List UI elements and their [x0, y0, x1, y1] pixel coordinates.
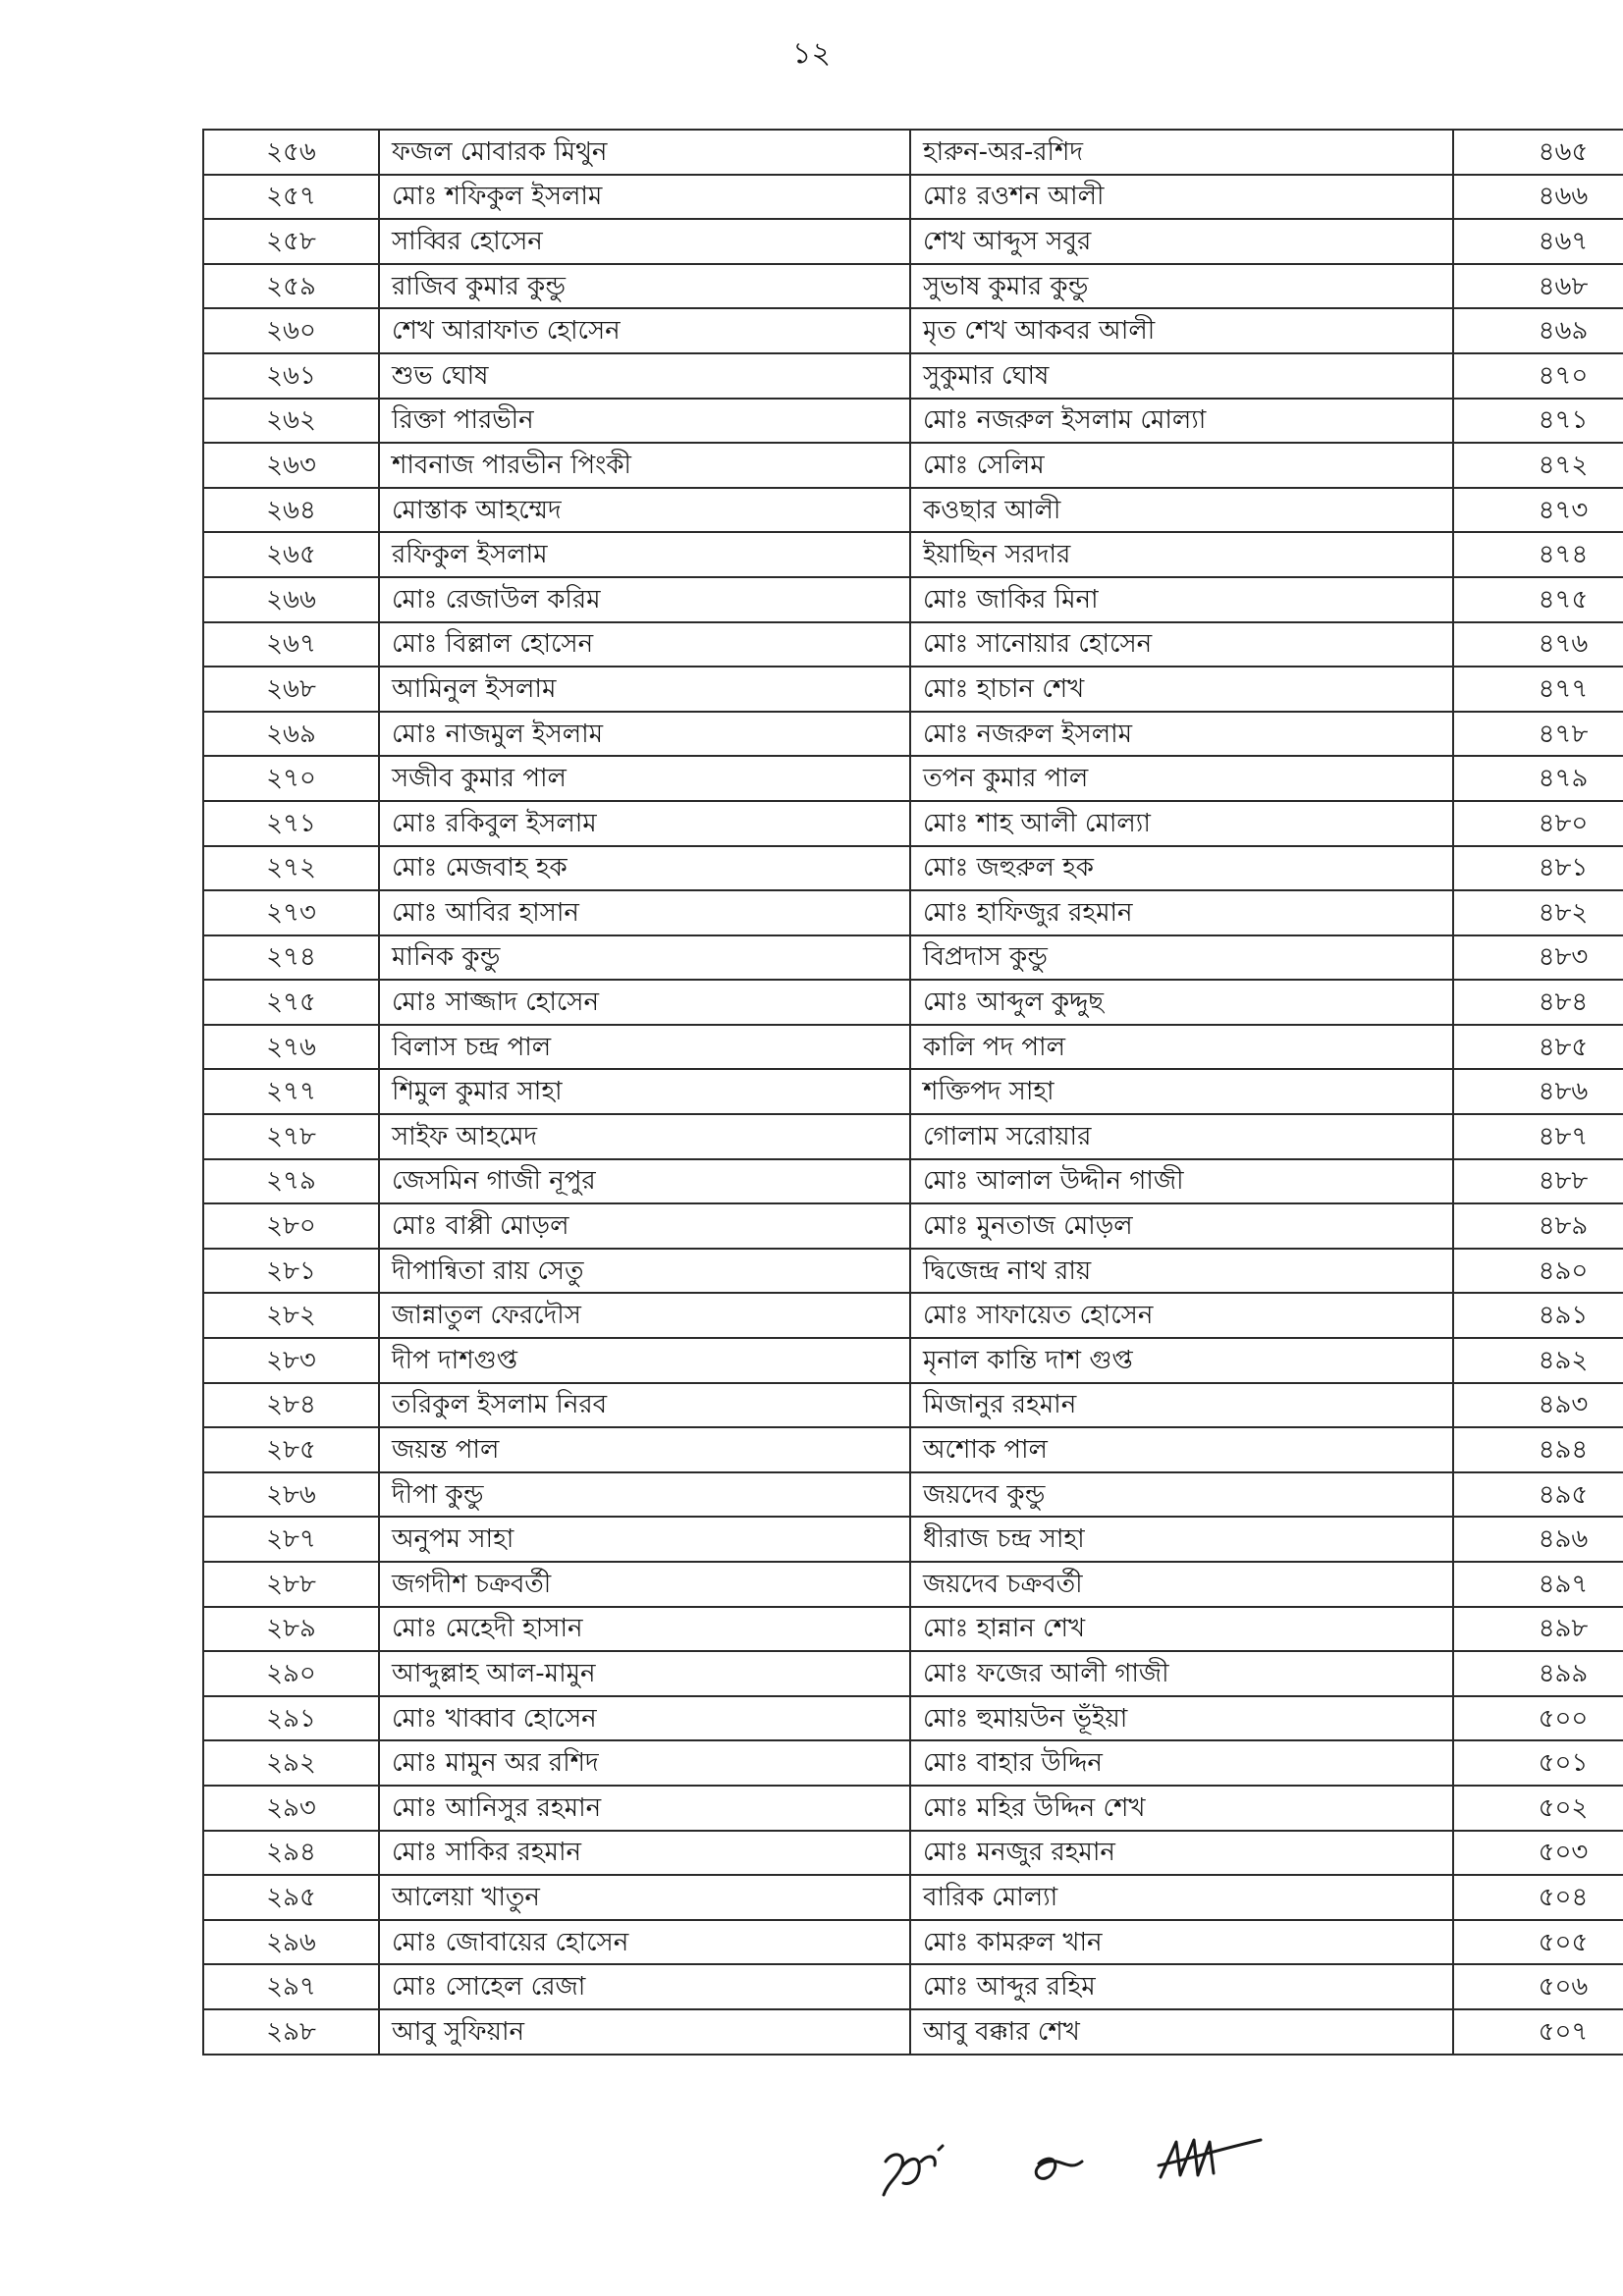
father-name-cell: মোঃ মুনতাজ মোড়ল — [910, 1203, 1453, 1249]
serial-cell: ২৭২ — [203, 846, 379, 891]
name-cell: তরিকুল ইসলাম নিরব — [379, 1383, 910, 1428]
roll-cell: ৪৭২ — [1453, 443, 1623, 488]
father-name-cell: ইয়াছিন সরদার — [910, 532, 1453, 577]
serial-cell: ২৬৫ — [203, 532, 379, 577]
father-name-cell: বিপ্রদাস কুন্ডু — [910, 935, 1453, 981]
father-name-cell: বারিক মোল্যা — [910, 1875, 1453, 1920]
serial-cell: ২৮৯ — [203, 1607, 379, 1652]
name-cell: শাবনাজ পারভীন পিংকী — [379, 443, 910, 488]
table-row — [203, 488, 1623, 533]
roll-cell: ৫০০ — [1453, 1696, 1623, 1741]
roll-cell: ৪৮৫ — [1453, 1025, 1623, 1070]
serial-cell: ২৮৫ — [203, 1427, 379, 1472]
name-cell: মোঃ মেজবাহ হক — [379, 846, 910, 891]
father-name-cell: শেখ আব্দুস সবুর — [910, 219, 1453, 264]
roll-cell: ৪৭৮ — [1453, 712, 1623, 757]
father-name-cell: আবু বক্কার শেখ — [910, 2009, 1453, 2055]
table-row — [203, 1069, 1623, 1114]
father-name-cell: মোঃ হাচান শেখ — [910, 667, 1453, 712]
roll-cell: ৪৬৫ — [1453, 130, 1623, 175]
serial-cell: ২৫৮ — [203, 219, 379, 264]
serial-cell: ২৯৫ — [203, 1875, 379, 1920]
name-cell: মোঃ শফিকুল ইসলাম — [379, 175, 910, 220]
serial-cell: ২৯১ — [203, 1696, 379, 1741]
table-row — [203, 443, 1623, 488]
roll-cell: ৫০৭ — [1453, 2009, 1623, 2055]
name-cell: মোঃ মামুন অর রশিদ — [379, 1740, 910, 1786]
table-row — [203, 1964, 1623, 2009]
serial-cell: ২৭৭ — [203, 1069, 379, 1114]
name-cell: ফজল মোবারক মিথুন — [379, 130, 910, 175]
serial-cell: ২৬১ — [203, 353, 379, 399]
serial-cell: ২৭০ — [203, 756, 379, 801]
table-row — [203, 667, 1623, 712]
table-row — [203, 890, 1623, 935]
roll-cell: ৪৭৪ — [1453, 532, 1623, 577]
signature-3 — [1159, 2140, 1261, 2177]
table-row — [203, 1383, 1623, 1428]
roll-cell: ৪৭৭ — [1453, 667, 1623, 712]
name-cell: মোঃ আবির হাসান — [379, 890, 910, 935]
table-row — [203, 1203, 1623, 1249]
serial-cell: ২৬০ — [203, 308, 379, 353]
name-cell: মানিক কুন্ডু — [379, 935, 910, 981]
roll-cell: ৪৯৯ — [1453, 1651, 1623, 1696]
name-cell: আব্দুল্লাহ আল-মামুন — [379, 1651, 910, 1696]
father-name-cell: মোঃ ফজের আলী গাজী — [910, 1651, 1453, 1696]
name-cell: শুভ ঘোষ — [379, 353, 910, 399]
father-name-cell: মোঃ আব্দুল কুদ্দুছ — [910, 980, 1453, 1025]
name-cell: মোঃ বাপ্পী মোড়ল — [379, 1203, 910, 1249]
table-row — [203, 846, 1623, 891]
serial-cell: ২৮৪ — [203, 1383, 379, 1428]
father-name-cell: মোঃ আলাল উদ্দীন গাজী — [910, 1159, 1453, 1204]
serial-cell: ২৫৬ — [203, 130, 379, 175]
roll-cell: ৫০২ — [1453, 1786, 1623, 1831]
name-cell: মোঃ রেজাউল করিম — [379, 577, 910, 622]
name-cell: সজীব কুমার পাল — [379, 756, 910, 801]
roll-cell: ৪৮৬ — [1453, 1069, 1623, 1114]
father-name-cell: গোলাম সরোয়ার — [910, 1114, 1453, 1159]
name-cell: মোঃ রকিবুল ইসলাম — [379, 801, 910, 846]
table-row — [203, 935, 1623, 981]
roll-cell: ৪৯৬ — [1453, 1517, 1623, 1562]
signature-2 — [1036, 2159, 1082, 2178]
roll-cell: ৪৮০ — [1453, 801, 1623, 846]
father-name-cell: মিজানুর রহমান — [910, 1383, 1453, 1428]
table-row — [203, 1338, 1623, 1383]
roll-cell: ৪৯৪ — [1453, 1427, 1623, 1472]
table-row — [203, 1427, 1623, 1472]
list-table — [202, 129, 1623, 2056]
roll-cell: ৪৬৭ — [1453, 219, 1623, 264]
serial-cell: ২৮৭ — [203, 1517, 379, 1562]
roll-cell: ৪৯৩ — [1453, 1383, 1623, 1428]
father-name-cell: মৃনাল কান্তি দাশ গুপ্ত — [910, 1338, 1453, 1383]
roll-cell: ৪৭৬ — [1453, 622, 1623, 667]
father-name-cell: মোঃ নজরুল ইসলাম মোল্যা — [910, 399, 1453, 444]
serial-cell: ২৭৩ — [203, 890, 379, 935]
father-name-cell: শক্তিপদ সাহা — [910, 1069, 1453, 1114]
father-name-cell: মোঃ আব্দুর রহিম — [910, 1964, 1453, 2009]
table-row — [203, 1114, 1623, 1159]
table-row — [203, 1562, 1623, 1607]
serial-cell: ২৯৪ — [203, 1831, 379, 1876]
name-cell: মোঃ আনিসুর রহমান — [379, 1786, 910, 1831]
father-name-cell: মোঃ সানোয়ার হোসেন — [910, 622, 1453, 667]
name-cell: শিমুল কুমার সাহা — [379, 1069, 910, 1114]
roll-cell: ৪৬৬ — [1453, 175, 1623, 220]
roll-cell: ৫০৩ — [1453, 1831, 1623, 1876]
name-cell: মোঃ নাজমুল ইসলাম — [379, 712, 910, 757]
roll-cell: ৪৭৯ — [1453, 756, 1623, 801]
father-name-cell: মোঃ নজরুল ইসলাম — [910, 712, 1453, 757]
table-row — [203, 1607, 1623, 1652]
father-name-cell: মোঃ সেলিম — [910, 443, 1453, 488]
father-name-cell: কালি পদ পাল — [910, 1025, 1453, 1070]
table-row — [203, 353, 1623, 399]
name-cell: বিলাস চন্দ্র পাল — [379, 1025, 910, 1070]
serial-cell: ২৮০ — [203, 1203, 379, 1249]
table-row — [203, 1293, 1623, 1338]
father-name-cell: মোঃ রওশন আলী — [910, 175, 1453, 220]
name-cell: রফিকুল ইসলাম — [379, 532, 910, 577]
name-cell: মোঃ জোবায়ের হোসেন — [379, 1920, 910, 1965]
name-cell: মোঃ সোহেল রেজা — [379, 1964, 910, 2009]
roll-cell: ৪৯১ — [1453, 1293, 1623, 1338]
serial-cell: ২৮৩ — [203, 1338, 379, 1383]
name-cell: দীপান্বিতা রায় সেতু — [379, 1249, 910, 1294]
serial-cell: ২৭৬ — [203, 1025, 379, 1070]
table-row — [203, 577, 1623, 622]
table-row — [203, 980, 1623, 1025]
serial-cell: ২৬২ — [203, 399, 379, 444]
roll-cell: ৪৯৭ — [1453, 1562, 1623, 1607]
father-name-cell: তপন কুমার পাল — [910, 756, 1453, 801]
father-name-cell: মোঃ হাফিজুর রহমান — [910, 890, 1453, 935]
serial-cell: ২৮১ — [203, 1249, 379, 1294]
roll-cell: ৪৮৭ — [1453, 1114, 1623, 1159]
father-name-cell: কওছার আলী — [910, 488, 1453, 533]
name-cell: আবু সুফিয়ান — [379, 2009, 910, 2055]
name-cell: মোঃ সাজ্জাদ হোসেন — [379, 980, 910, 1025]
serial-cell: ২৫৭ — [203, 175, 379, 220]
table-row — [203, 1159, 1623, 1204]
table-row — [203, 801, 1623, 846]
serial-cell: ২৬৯ — [203, 712, 379, 757]
serial-cell: ২৭৮ — [203, 1114, 379, 1159]
table-row — [203, 1831, 1623, 1876]
father-name-cell: মৃত শেখ আকবর আলী — [910, 308, 1453, 353]
roll-cell: ৪৮২ — [1453, 890, 1623, 935]
table-row — [203, 1249, 1623, 1294]
name-cell: জয়ন্ত পাল — [379, 1427, 910, 1472]
father-name-cell: মোঃ হুমায়উন ভূঁইয়া — [910, 1696, 1453, 1741]
father-name-cell: মোঃ বাহার উদ্দিন — [910, 1740, 1453, 1786]
roll-cell: ৫০৬ — [1453, 1964, 1623, 2009]
roll-cell: ৪৭৫ — [1453, 577, 1623, 622]
serial-cell: ২৬৭ — [203, 622, 379, 667]
signatures — [864, 2120, 1335, 2218]
table-row — [203, 1786, 1623, 1831]
serial-cell: ২৮৮ — [203, 1562, 379, 1607]
father-name-cell: মোঃ কামরুল খান — [910, 1920, 1453, 1965]
table-row — [203, 1920, 1623, 1965]
name-cell: আমিনুল ইসলাম — [379, 667, 910, 712]
roll-cell: ৪৬৮ — [1453, 264, 1623, 309]
serial-cell: ২৭৯ — [203, 1159, 379, 1204]
father-name-cell: জয়দেব কুন্ডু — [910, 1472, 1453, 1518]
serial-cell: ২৮৬ — [203, 1472, 379, 1518]
roll-cell: ৪৯০ — [1453, 1249, 1623, 1294]
name-cell: অনুপম সাহা — [379, 1517, 910, 1562]
serial-cell: ২৭১ — [203, 801, 379, 846]
serial-cell: ২৫৯ — [203, 264, 379, 309]
name-cell: সাইফ আহমেদ — [379, 1114, 910, 1159]
name-cell: জেসমিন গাজী নূপুর — [379, 1159, 910, 1204]
roll-cell: ৪৯২ — [1453, 1338, 1623, 1383]
roll-cell: ৪৮৩ — [1453, 935, 1623, 981]
serial-cell: ২৬৩ — [203, 443, 379, 488]
father-name-cell: মোঃ জহুরুল হক — [910, 846, 1453, 891]
name-cell: রাজিব কুমার কুন্ডু — [379, 264, 910, 309]
table-row — [203, 756, 1623, 801]
father-name-cell: হারুন-অর-রশিদ — [910, 130, 1453, 175]
page-number: ১২ — [792, 36, 831, 71]
father-name-cell: সুভাষ কুমার কুন্ডু — [910, 264, 1453, 309]
roll-cell: ৪৭১ — [1453, 399, 1623, 444]
table-row — [203, 1740, 1623, 1786]
father-name-cell: অশোক পাল — [910, 1427, 1453, 1472]
serial-cell: ২৯২ — [203, 1740, 379, 1786]
serial-cell: ২৯৭ — [203, 1964, 379, 2009]
table-row — [203, 622, 1623, 667]
table-row — [203, 532, 1623, 577]
roll-cell: ৪৭০ — [1453, 353, 1623, 399]
table-row — [203, 712, 1623, 757]
table-row — [203, 1875, 1623, 1920]
father-name-cell: মোঃ মহির উদ্দিন শেখ — [910, 1786, 1453, 1831]
serial-cell: ২৭৪ — [203, 935, 379, 981]
father-name-cell: মোঃ হান্নান শেখ — [910, 1607, 1453, 1652]
table-row — [203, 175, 1623, 220]
signature-1 — [884, 2146, 943, 2195]
table-row — [203, 308, 1623, 353]
table-row — [203, 1651, 1623, 1696]
father-name-cell: মোঃ জাকির মিনা — [910, 577, 1453, 622]
father-name-cell: সুকুমার ঘোষ — [910, 353, 1453, 399]
table-row — [203, 1472, 1623, 1518]
table-row — [203, 1025, 1623, 1070]
name-cell: মোঃ মেহেদী হাসান — [379, 1607, 910, 1652]
name-cell: মোঃ খাব্বাব হোসেন — [379, 1696, 910, 1741]
name-cell: মোঃ সাকির রহমান — [379, 1831, 910, 1876]
name-cell: আলেয়া খাতুন — [379, 1875, 910, 1920]
name-cell: মোস্তাক আহম্মেদ — [379, 488, 910, 533]
roll-cell: ৪৮৮ — [1453, 1159, 1623, 1204]
serial-cell: ২৬৪ — [203, 488, 379, 533]
father-name-cell: ধীরাজ চন্দ্র সাহা — [910, 1517, 1453, 1562]
table-row — [203, 130, 1623, 175]
roll-cell: ৪৮৯ — [1453, 1203, 1623, 1249]
serial-cell: ২৯৮ — [203, 2009, 379, 2055]
serial-cell: ২৯৬ — [203, 1920, 379, 1965]
father-name-cell: দ্বিজেন্দ্র নাথ রায় — [910, 1249, 1453, 1294]
name-cell: সাব্বির হোসেন — [379, 219, 910, 264]
serial-cell: ২৯৩ — [203, 1786, 379, 1831]
serial-cell: ২৭৫ — [203, 980, 379, 1025]
table-row — [203, 264, 1623, 309]
roll-cell: ৪৭৩ — [1453, 488, 1623, 533]
name-cell: শেখ আরাফাত হোসেন — [379, 308, 910, 353]
roll-cell: ৪৮১ — [1453, 846, 1623, 891]
father-name-cell: মোঃ মনজুর রহমান — [910, 1831, 1453, 1876]
serial-cell: ২৮২ — [203, 1293, 379, 1338]
serial-cell: ২৬৮ — [203, 667, 379, 712]
serial-cell: ২৬৬ — [203, 577, 379, 622]
roll-cell: ৫০৪ — [1453, 1875, 1623, 1920]
roll-cell: ৪৮৪ — [1453, 980, 1623, 1025]
roll-cell: ৪৯৫ — [1453, 1472, 1623, 1518]
name-cell: জগদীশ চক্রবর্তী — [379, 1562, 910, 1607]
table-row — [203, 399, 1623, 444]
serial-cell: ২৯০ — [203, 1651, 379, 1696]
name-cell: রিক্তা পারভীন — [379, 399, 910, 444]
table-row — [203, 1696, 1623, 1741]
roll-cell: ৫০৫ — [1453, 1920, 1623, 1965]
name-cell: জান্নাতুল ফেরদৌস — [379, 1293, 910, 1338]
name-cell: মোঃ বিল্লাল হোসেন — [379, 622, 910, 667]
name-cell: দীপা কুন্ডু — [379, 1472, 910, 1518]
table-row — [203, 219, 1623, 264]
table-row — [203, 1517, 1623, 1562]
roll-cell: ৪৬৯ — [1453, 308, 1623, 353]
roll-cell: ৫০১ — [1453, 1740, 1623, 1786]
father-name-cell: জয়দেব চক্রবর্তী — [910, 1562, 1453, 1607]
father-name-cell: মোঃ শাহ আলী মোল্যা — [910, 801, 1453, 846]
father-name-cell: মোঃ সাফায়েত হোসেন — [910, 1293, 1453, 1338]
name-cell: দীপ দাশগুপ্ত — [379, 1338, 910, 1383]
roll-cell: ৪৯৮ — [1453, 1607, 1623, 1652]
table-row — [203, 2009, 1623, 2055]
